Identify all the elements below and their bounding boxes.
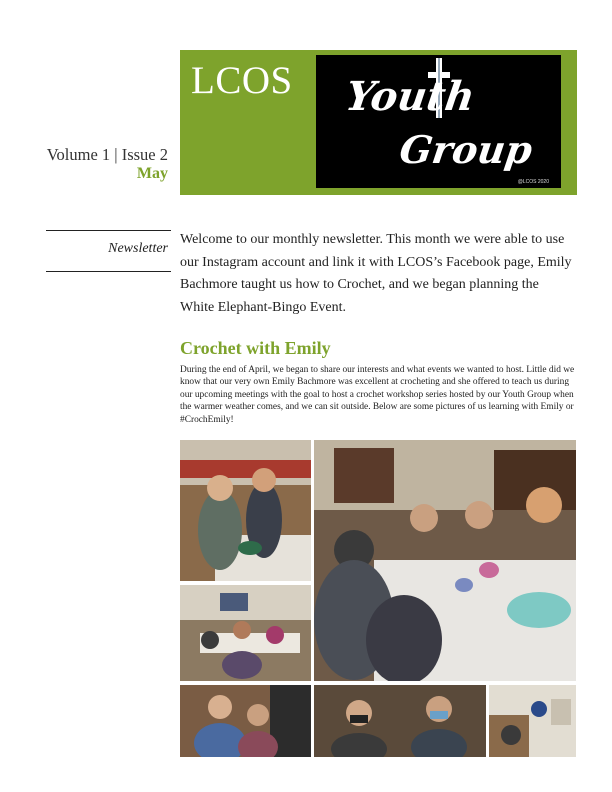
header-banner bbox=[180, 50, 577, 195]
divider-top bbox=[46, 230, 171, 231]
photo-classroom bbox=[489, 685, 576, 757]
photo-masked-girls bbox=[314, 685, 486, 757]
article-heading: Crochet with Emily bbox=[180, 338, 331, 358]
section-label: Newsletter bbox=[108, 241, 168, 256]
volume-issue: Volume 1 | Issue 2 bbox=[46, 145, 168, 164]
photo-crochet-table-large bbox=[314, 440, 576, 681]
intro-paragraph: Welcome to our monthly newsletter. This month we were able to use our Instagram account and link it with LCOS’s Facebook page, Emily Bachmore taught us how to Crochet, and we began planning the White Elephant-Bingo Event. bbox=[180, 232, 572, 315]
org-title: LCOS bbox=[191, 59, 293, 102]
photo-girls-crocheting bbox=[180, 685, 311, 757]
logo-word-group: Group bbox=[396, 127, 536, 172]
logo-copyright: @LCOS 2020 bbox=[517, 179, 549, 185]
issue-month: May bbox=[136, 165, 168, 182]
photo-group-tables bbox=[180, 585, 311, 681]
divider-bottom bbox=[46, 271, 171, 272]
logo-word-youth: Youth bbox=[342, 73, 478, 120]
photo-crochet-lesson bbox=[180, 440, 311, 581]
youth-group-logo bbox=[316, 55, 561, 188]
article-body: During the end of April, we began to share our interests and what events we wanted to host. Little did we know that our very own Emily Bachmore was excellent at crocheting and she offered to teach us during our upcoming meetings with the goal to host a crochet workshop series hosted by our Youth Group when the warmer weather comes, and we can sit outside. Below are some pictures of us learning with Emily or #CrochEmily! bbox=[180, 365, 575, 425]
